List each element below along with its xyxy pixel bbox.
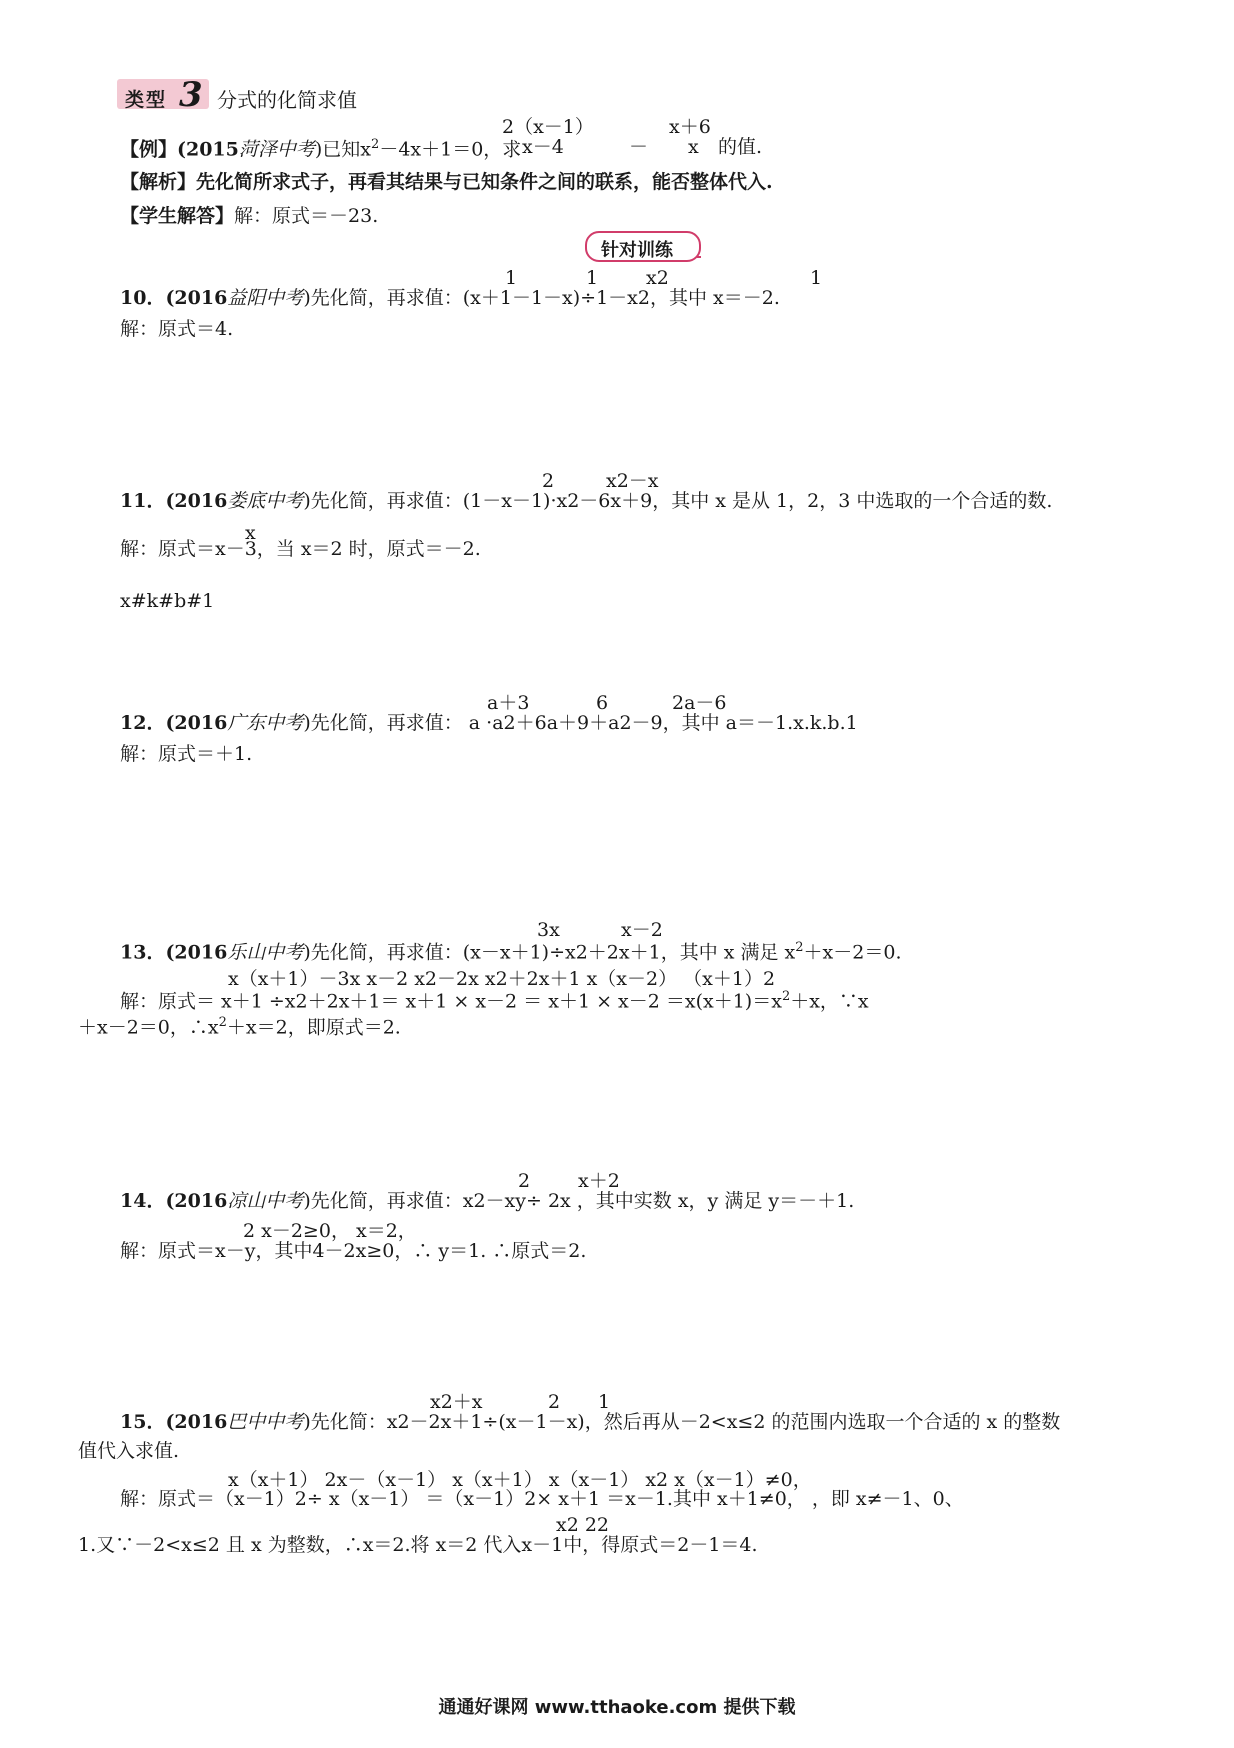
badge-label: 类型 <box>125 89 168 111</box>
example-frac-minus: － <box>629 136 649 158</box>
p13-over-1: 3x <box>537 919 560 941</box>
example-answer-label: 【学生解答】 <box>120 205 235 227</box>
p11-solution-over: x <box>245 522 256 544</box>
p10-over-3: x2 <box>646 267 669 289</box>
example-rest: －4x＋1＝0，求 <box>379 138 522 161</box>
p15-solution-over2: x2 22 <box>556 1514 610 1536</box>
p11-source: 娄底中考 <box>227 490 304 512</box>
p12-over-1: a＋3 <box>487 692 530 714</box>
example-sup: 2 <box>371 137 380 152</box>
p12-question <box>120 714 858 733</box>
example-frac-den-a: x－4 <box>522 136 564 158</box>
example-frac-num-b: x＋6 <box>669 116 711 138</box>
p14-over-1: 2 <box>518 1170 531 1192</box>
p12-over-3: 2a－6 <box>672 692 727 714</box>
p15-text: )先化简：x2－2x＋1÷(x－1－x)，然后再从－2<x≤2 的范围内选取一个合适的 x 的整数 <box>303 1411 1061 1433</box>
p12-source: 广东中考 <box>227 712 304 734</box>
example-answer <box>120 207 378 226</box>
p11-over-2: x2－x <box>606 470 659 492</box>
p13-sup: 2 <box>795 940 804 955</box>
example-prefix: 【例】(2015 <box>120 138 239 161</box>
example-answer-text: 解：原式＝－23. <box>234 205 379 227</box>
p14-source: 凉山中考 <box>227 1190 304 1212</box>
p14-text: )先化简，再求值：x2－xy÷ 2x ，其中实数 x，y 满足 y＝－＋1. <box>303 1190 855 1212</box>
p14-solution-over: 2 x－2≥0， x＝2， <box>243 1220 417 1242</box>
example-line <box>120 138 521 159</box>
training-label-text: 针对训练 <box>601 240 673 261</box>
p12-text-tail: a ·a2＋6a＋9＋a2－9，其中 a＝－1.x.k.b.1 <box>462 712 858 734</box>
p10-num: 10．(2016 <box>120 287 228 309</box>
p11-num: 11．(2016 <box>120 490 228 512</box>
p12-solution: 解：原式＝＋1. <box>120 743 253 765</box>
p15-over-2: 2 <box>548 1391 561 1413</box>
p13-over-2: x－2 <box>621 919 663 941</box>
section-badge <box>117 75 209 115</box>
p13-solution2-end: ＋x＝2，即原式＝2. <box>226 1016 401 1039</box>
example-source: 菏泽中考 <box>238 138 315 161</box>
example-frac-den-b: x <box>688 136 699 158</box>
p15-solution-top: x（x＋1） 2x－（x－1） x（x＋1） x（x－1） x2 x（x－1）≠0， <box>228 1469 812 1491</box>
p10-solution: 解：原式＝4. <box>120 318 234 340</box>
p12-text: )先化简，再求值： <box>303 712 463 734</box>
example-end: 的值. <box>718 136 763 158</box>
p11-text: )先化简，再求值：(1－x－1)·x2－6x＋9，其中 x 是从 1，2，3 中选取的一个合适的数. <box>303 490 1053 512</box>
p13-solution-end: ＋x，∵x <box>790 990 869 1013</box>
p13-solution-line2 <box>78 1016 401 1037</box>
training-label-arrow <box>697 256 701 258</box>
p13-source: 乐山中考 <box>227 941 304 964</box>
p15-over-1: x2＋x <box>430 1391 483 1413</box>
p11-over-1: 2 <box>542 470 555 492</box>
example-mid: )已知x <box>314 138 372 161</box>
p11-note: x#k#b#1 <box>120 590 215 612</box>
p13-solution-text: 解：原式＝ x＋1 ÷x2＋2x＋1＝ x＋1 × x－2 ＝ x＋1 × x－2 ＝x(x＋1)＝x <box>120 990 782 1013</box>
p10-text: )先化简，再求值：(x＋1－1－x)÷1－x2，其中 x＝－2. <box>303 287 780 309</box>
p14-num: 14．(2016 <box>120 1190 228 1212</box>
p14-question <box>120 1192 854 1211</box>
p11-solution: 解：原式＝x－3，当 x＝2 时，原式＝－2. <box>120 538 481 560</box>
p15-over-3: 1 <box>598 1391 611 1413</box>
p10-over-2: 1 <box>586 267 599 289</box>
training-label <box>585 231 701 262</box>
p13-text-tail: ＋x－2＝0. <box>803 941 902 964</box>
p15-source: 巴中中考 <box>227 1411 304 1433</box>
p10-over-4: 1 <box>810 267 823 289</box>
section-title: 分式的化简求值 <box>217 88 357 112</box>
p11-question <box>120 492 1052 511</box>
p13-text: )先化简，再求值：(x－x＋1)÷x2＋2x＋1，其中 x 满足 x <box>303 941 796 964</box>
badge-number: 3 <box>179 75 203 115</box>
example-analysis: 【解析】先化简所求式子，再看其结果与已知条件之间的联系，能否整体代入. <box>120 171 773 193</box>
p15-num: 15．(2016 <box>120 1411 228 1433</box>
p10-question <box>120 289 780 308</box>
p13-solution-line <box>120 990 869 1011</box>
p13-num: 13．(2016 <box>120 941 228 964</box>
p13-question <box>120 941 901 962</box>
p12-num: 12．(2016 <box>120 712 228 734</box>
p15-question-line2: 值代入求值. <box>78 1440 180 1462</box>
example-frac-num-a: 2（x－1） <box>502 116 594 138</box>
p15-solution-line2: 1.又∵－2<x≤2 且 x 为整数，∴x＝2.将 x＝2 代入x－1中，得原式＝2－1＝4. <box>78 1534 758 1556</box>
p13-solution2-sup: 2 <box>218 1015 227 1030</box>
p10-over-1: 1 <box>505 267 518 289</box>
p15-question <box>120 1413 1060 1432</box>
p15-solution-line: 解：原式＝（x－1）2÷ x（x－1） ＝（x－1）2× x＋1 ＝x－1.其中 x＋1≠0， ，即 x≠－1、0、 <box>120 1488 964 1510</box>
p14-over-2: x＋2 <box>578 1170 620 1192</box>
p14-solution: 解：原式＝x－y，其中4－2x≥0，∴ y＝1. ∴原式＝2. <box>120 1240 587 1262</box>
p13-solution2-text: ＋x－2＝0，∴x <box>78 1016 219 1039</box>
footer-credit: 通通好课网 www.tthaoke.com 提供下载 <box>438 1697 796 1718</box>
p10-source: 益阳中考 <box>227 287 304 309</box>
p12-over-2: 6 <box>596 692 609 714</box>
p13-solution-sup: 2 <box>781 989 791 1004</box>
p13-solution-top: x（x＋1）－3x x－2 x2－2x x2＋2x＋1 x（x－2） （x＋1）2 <box>228 968 776 990</box>
